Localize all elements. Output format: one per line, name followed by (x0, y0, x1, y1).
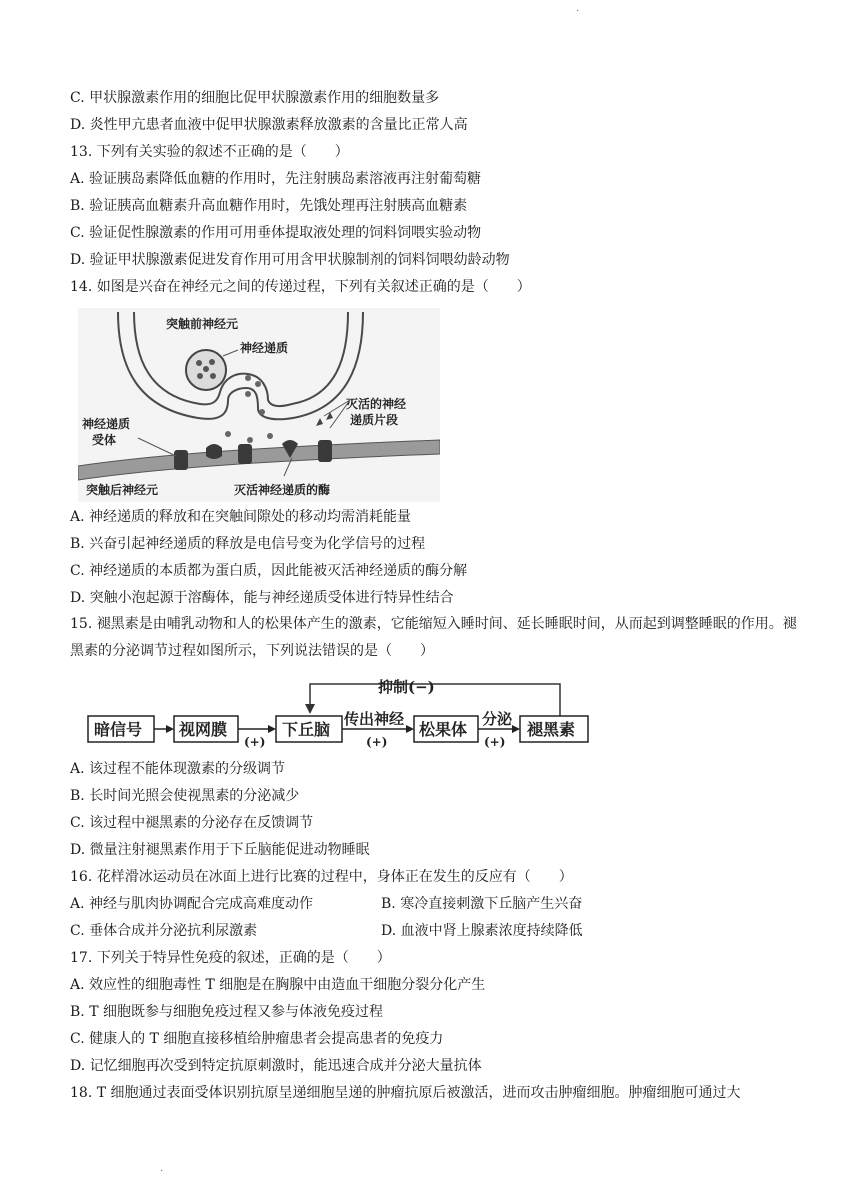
released-transmitter (225, 431, 231, 437)
released-transmitter (247, 437, 253, 443)
q16-option-c: C. 垂体合成并分泌抗利尿激素 (70, 923, 258, 939)
q15-option-d: D. 微量注射褪黑素作用于下丘脑能促进动物睡眠 (70, 842, 370, 858)
q14-option-b: B. 兴奋引起神经递质的释放是电信号变为化学信号的过程 (70, 536, 426, 552)
released-transmitter (255, 381, 261, 387)
transmitter-dot (203, 366, 209, 372)
q16-option-b: B. 寒冷直接刺激下丘脑产生兴奋 (381, 896, 583, 912)
transmitter-dot (209, 359, 215, 365)
label-transmitter: 神经递质 (240, 341, 289, 355)
q17-option-a: A. 效应性的细胞毒性 T 细胞是在胸腺中由造血干细胞分裂分化产生 (70, 977, 486, 993)
q18-stem: 18. T 细胞通过表面受体识别抗原呈递细胞呈递的肿瘤抗原后被激活，进而攻击肿瘤细胞。肿瘤细胞可通过大 (70, 1085, 741, 1101)
transmitter-dot (196, 360, 202, 366)
arrow-4-head (512, 725, 520, 733)
q13-option-d: D. 验证甲状腺激素促进发育作用可用含甲状腺制剂的饲料饲喂幼龄动物 (70, 252, 510, 268)
arrow-4-plus: (+) (484, 735, 506, 749)
q17-option-c: C. 健康人的 T 细胞直接移植给肿瘤患者会提高患者的免疫力 (70, 1031, 444, 1047)
synapse-diagram (78, 308, 440, 502)
released-transmitter (259, 409, 265, 415)
receptor-shape (206, 444, 222, 459)
q14-stem: 14. 如图是兴奋在神经元之间的传递过程，下列有关叙述正确的是（ ） (70, 279, 531, 295)
q15-option-b: B. 长时间光照会使视黑素的分泌减少 (70, 788, 300, 804)
q17-option-d: D. 记忆细胞再次受到特定抗原刺激时，能迅速合成并分泌大量抗体 (70, 1058, 482, 1074)
label-fragment-2: 递质片段 (350, 413, 399, 427)
arrow-1-head (166, 725, 174, 733)
label-fragment-1: 灭活的神经 (346, 397, 407, 411)
label-receptor-2: 受体 (92, 433, 117, 447)
arrow-3-plus: (+) (366, 735, 388, 749)
melatonin-flow-diagram (86, 672, 596, 752)
scan-speck: · (576, 6, 580, 17)
q12-option-c: C. 甲状腺激素作用的细胞比促甲状腺激素作用的细胞数量多 (70, 90, 440, 106)
q15-option-a: A. 该过程不能体现激素的分级调节 (70, 761, 286, 777)
box-melatonin-text: 褪黑素 (527, 720, 576, 739)
box-retina-text: 视网膜 (179, 720, 228, 739)
arrow-2-head (268, 725, 276, 733)
receptor-shape (238, 444, 252, 464)
inhibition-label: 抑制(−) (378, 678, 435, 696)
transmitter-dot (197, 373, 203, 379)
q17-option-b: B. T 细胞既参与细胞免疫过程又参与体液免疫过程 (70, 1004, 383, 1020)
released-transmitter (245, 391, 251, 397)
q12-option-d: D. 炎性甲亢患者血液中促甲状腺激素释放激素的含量比正常人高 (70, 117, 468, 133)
q13-option-b: B. 验证胰高血糖素升高血糖作用时，先饿处理再注射胰高血糖素 (70, 198, 468, 214)
transmitter-dot (210, 373, 216, 379)
q13-stem: 13. 下列有关实验的叙述不正确的是（ ） (70, 144, 349, 160)
label-post-neuron: 突触后神经元 (86, 483, 159, 497)
q14-option-a: A. 神经递质的释放和在突触间隙处的移动均需消耗能量 (70, 509, 412, 525)
q13-option-a: A. 验证胰岛素降低血糖的作用时，先注射胰岛素溶液再注射葡萄糖 (70, 171, 482, 187)
released-transmitter (245, 375, 251, 381)
receptor-shape (174, 450, 188, 470)
arrow-3-label: 传出神经 (344, 710, 405, 728)
scan-speck: · (160, 1166, 164, 1177)
label-pre-neuron: 突触前神经元 (166, 317, 239, 331)
q16-stem: 16. 花样滑冰运动员在冰面上进行比赛的过程中，身体正在发生的反应有（ ） (70, 869, 573, 885)
q14-option-d: D. 突触小泡起源于溶酶体，能与神经递质受体进行特异性结合 (70, 590, 454, 606)
arrow-2-plus: (+) (244, 735, 266, 749)
q16-option-d: D. 血液中肾上腺素浓度持续降低 (381, 923, 583, 939)
q14-option-c: C. 神经递质的本质都为蛋白质，因此能被灭活神经递质的酶分解 (70, 563, 468, 579)
q17-stem: 17. 下列关于特异性免疫的叙述，正确的是（ ） (70, 950, 391, 966)
q15-option-c: C. 该过程中褪黑素的分泌存在反馈调节 (70, 815, 314, 831)
label-receptor-1: 神经递质 (82, 417, 131, 431)
box-pineal-text: 松果体 (419, 720, 468, 739)
released-transmitter (267, 433, 273, 439)
inhibition-arrowhead (305, 704, 315, 714)
box-hypothalamus-text: 下丘脑 (282, 720, 331, 739)
receptor-shape (318, 440, 332, 462)
q16-option-a: A. 神经与肌肉协调配合完成高难度动作 (70, 896, 314, 912)
q15-stem: 15. 褪黑素是由哺乳动物和人的松果体产生的激素，它能缩短入睡时间、延长睡眠时间，从而起到调整睡眠的作用。褪黑素的分泌调节过程如图所示，下列说法错误的是（ ） (70, 616, 797, 659)
arrow-3-head (406, 725, 414, 733)
q13-option-c: C. 验证促性腺激素的作用可用垂体提取液处理的饲料饲喂实验动物 (70, 225, 482, 241)
label-enzyme: 灭活神经递质的酶 (234, 483, 331, 497)
box-dark-signal-text: 暗信号 (94, 720, 143, 739)
arrow-4-label: 分泌 (482, 710, 513, 728)
